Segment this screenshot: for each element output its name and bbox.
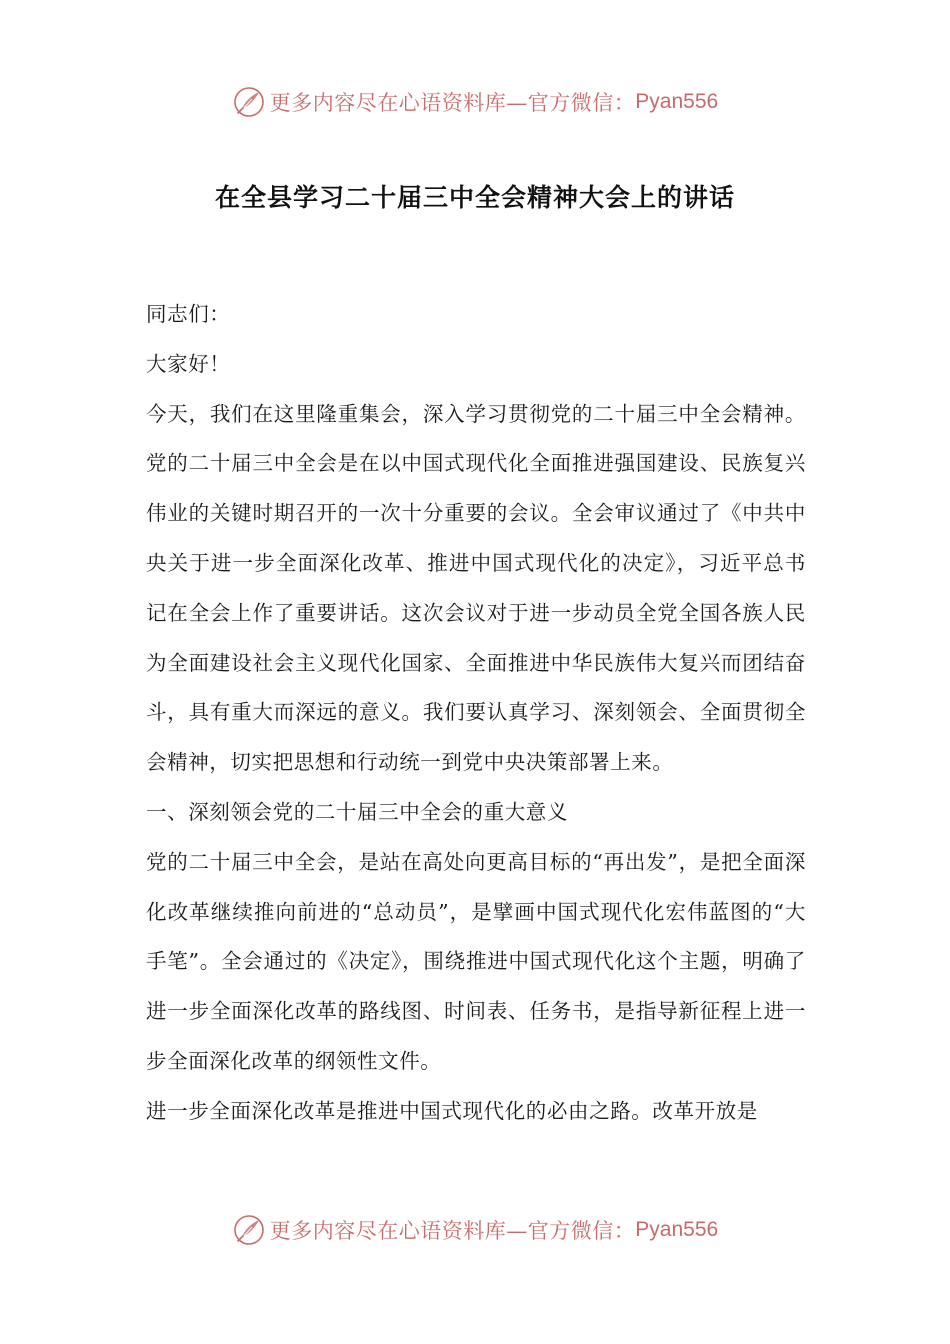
header-watermark-banner bbox=[0, 82, 950, 122]
pen-feather-logo-icon bbox=[232, 1213, 266, 1247]
document-body bbox=[146, 290, 806, 1137]
document-title: 在全县学习二十届三中全会精神大会上的讲话 bbox=[214, 183, 735, 212]
paragraph-reform: 进一步全面深化改革是推进中国式现代化的必由之路。改革开放是 bbox=[146, 1098, 758, 1123]
paragraph-significance: 党的二十届三中全会，是站在高处向更高目标的“再出发”，是把全面深化改革继续推向前进的“总动员”，是擘画中国式现代化宏伟蓝图的“大手笔”。全会通过的《决定》，围绕推进中国式现代化这个主题，明确了进一步全面深化改革的路线图、时间表、任务书，是指导新征程上进一步全面深化改革的纲领性文件。 bbox=[146, 849, 806, 1073]
banner-wechat-id: Pyan556 bbox=[635, 90, 719, 113]
section-heading: 一、深刻领会党的二十届三中全会的重大意义 bbox=[146, 799, 568, 824]
pen-feather-logo-icon bbox=[232, 85, 266, 119]
footer-watermark-banner bbox=[0, 1210, 950, 1250]
banner-text: 更多内容尽在心语资料库—官方微信： bbox=[269, 1219, 636, 1243]
paragraph-intro: 今天，我们在这里隆重集会，深入学习贯彻党的二十届三中全会精神。党的二十届三中全会是在以中国式现代化全面推进强国建设、民族复兴伟业的关键时期召开的一次十分重要的会议。全会审议通过了《中共中央关于进一步全面深化改革、推进中国式现代化的决定》，习近平总书记在全会上作了重要讲话。这次会议对于进一步动员全党全国各族人民为全面建设社会主义现代化国家、全面推进中华民族伟大复兴而团结奋斗，具有重大而深远的意义。我们要认真学习、深刻领会、全面贯彻全会精神，切实把思想和行动统一到党中央决策部署上来。 bbox=[146, 401, 806, 775]
banner-text: 更多内容尽在心语资料库—官方微信： bbox=[269, 91, 636, 115]
banner-wechat-id: Pyan556 bbox=[635, 1218, 719, 1241]
salutation: 同志们： bbox=[146, 302, 231, 326]
greeting: 大家好！ bbox=[146, 351, 231, 376]
